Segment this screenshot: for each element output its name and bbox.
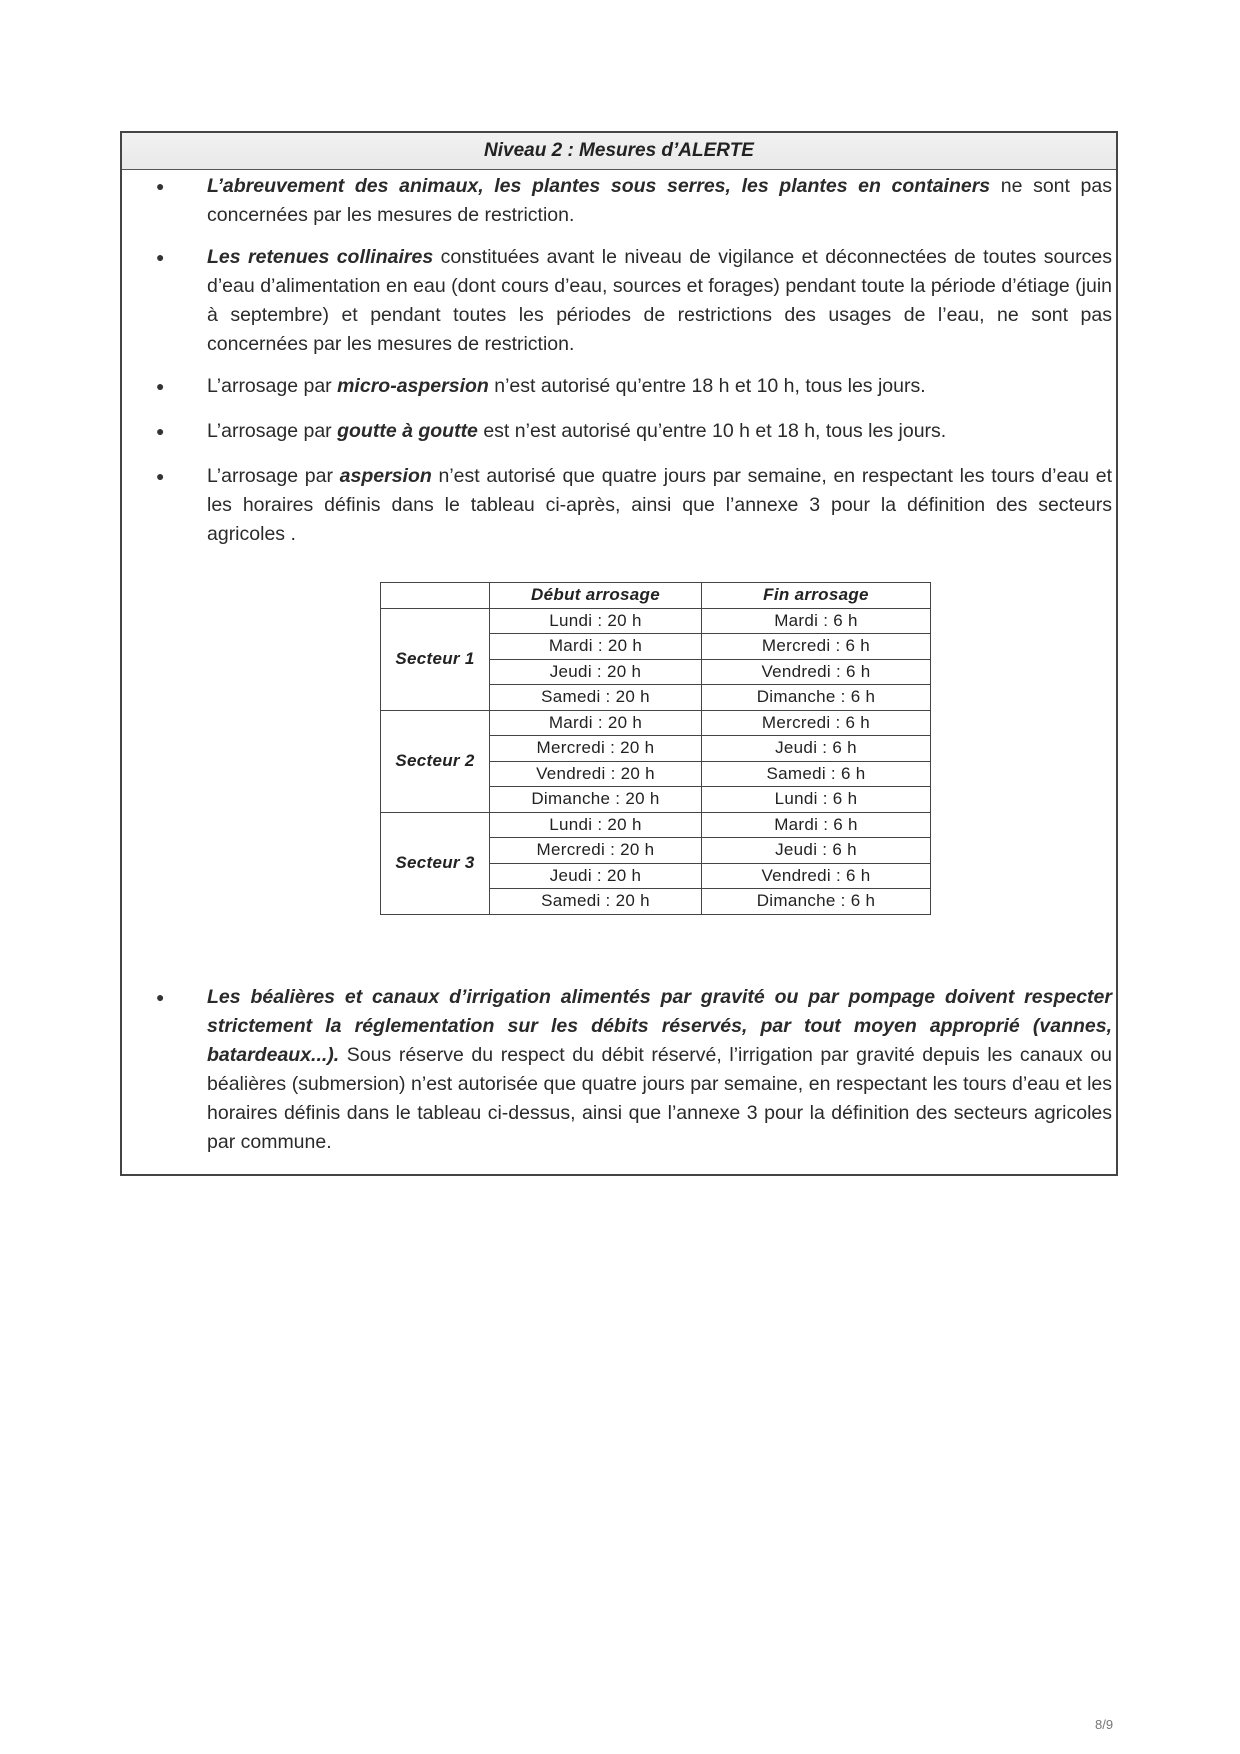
table-row [381,608,931,634]
end-cell: Samedi : 6 h [702,761,931,787]
item-strong: aspersion [339,465,432,487]
start-cell: Jeudi : 20 h [490,659,702,685]
end-cell: Vendredi : 6 h [702,659,931,685]
item-strong: micro-aspersion [337,375,489,397]
item-text: Sous réserve du respect du débit réservé, l’irrigation par gravité depuis les canaux ou béalières (submersion) n’est autorisée que quatre jours par semaine, en respectant les tours d’eau et les horaires définis dans le tableau ci-dessus, ainsi que l’annexe 3 pour la définition des secteurs agricoles par commune. [207,1044,1112,1153]
item-strong: Les béalières et canaux d’irrigation alimentés par gravité ou par pompage doivent respecter strictement la réglementation sur les débits réservés, par tout moyen approprié (vannes, batardeaux...). [207,986,1112,1066]
start-cell: Samedi : 20 h [490,889,702,915]
sector-label: Secteur 1 [381,608,490,710]
bullet-icon: ● [156,378,165,394]
item-text: n’est autorisé que quatre jours par semaine, en respectant les tours d’eau et les horaires définis dans le tableau ci-après, ainsi que l’annexe 3 pour la définition des secteurs agricoles . [207,465,1112,545]
header-cell-end: Fin arrosage [702,583,931,609]
end-cell: Jeudi : 6 h [702,838,931,864]
watering-schedule-table [380,582,931,915]
measures-list [122,172,1116,549]
list-item [122,462,1116,549]
item-prefix: L’arrosage par [207,375,338,397]
header-cell-empty [381,583,490,609]
item-text: n’est autorisé qu’entre 18 h et 10 h, tous les jours. [488,375,926,397]
end-cell: Mercredi : 6 h [702,634,931,660]
item-text: constituées avant le niveau de vigilance et déconnectées de toutes sources d’eau d’alimentation en eau (dont cours d’eau, sources et forages) pendant toute la période d’étiage (juin à septembre) et pendant toutes les périodes de restrictions des usages de l’eau, ne sont pas concernées par les mesures de restriction. [207,246,1112,355]
item-strong: L’abreuvement des animaux, les plantes sous serres, les plantes en containers [207,175,991,197]
list-item [122,243,1116,359]
item-strong: Les retenues collinaires [207,246,434,268]
end-cell: Jeudi : 6 h [702,736,931,762]
bullet-icon: ● [156,178,165,194]
list-item [122,172,1116,230]
start-cell: Vendredi : 20 h [490,761,702,787]
box-title: Niveau 2 : Mesures d’ALERTE [122,133,1116,170]
end-cell: Lundi : 6 h [702,787,931,813]
list-item [122,417,1116,446]
start-cell: Dimanche : 20 h [490,787,702,813]
bullet-icon: ● [156,423,165,439]
end-cell: Vendredi : 6 h [702,863,931,889]
start-cell: Mercredi : 20 h [490,838,702,864]
alert-measures-box [120,131,1118,1176]
item-text: est n’est autorisé qu’entre 10 h et 18 h, tous les jours. [477,420,947,442]
sector-label: Secteur 2 [381,710,490,812]
final-measures-list [122,983,1116,1157]
table-row [381,812,931,838]
bullet-icon: ● [156,468,165,484]
bullet-icon: ● [156,989,165,1005]
item-text: ne sont pas concernées par les mesures de restriction. [207,175,1112,226]
item-prefix: L’arrosage par [207,465,340,487]
start-cell: Mardi : 20 h [490,710,702,736]
end-cell: Dimanche : 6 h [702,685,931,711]
list-item [122,983,1116,1157]
bullet-icon: ● [156,249,165,265]
start-cell: Jeudi : 20 h [490,863,702,889]
list-item [122,372,1116,401]
table-header-row [381,583,931,609]
sector-label: Secteur 3 [381,812,490,914]
start-cell: Mardi : 20 h [490,634,702,660]
page-number: 8/9 [1095,1717,1114,1732]
table-row [381,710,931,736]
header-cell-start: Début arrosage [490,583,702,609]
item-prefix: L’arrosage par [207,420,338,442]
start-cell: Mercredi : 20 h [490,736,702,762]
end-cell: Mardi : 6 h [702,812,931,838]
end-cell: Dimanche : 6 h [702,889,931,915]
start-cell: Samedi : 20 h [490,685,702,711]
item-strong: goutte à goutte [337,420,478,442]
start-cell: Lundi : 20 h [490,608,702,634]
end-cell: Mercredi : 6 h [702,710,931,736]
start-cell: Lundi : 20 h [490,812,702,838]
end-cell: Mardi : 6 h [702,608,931,634]
